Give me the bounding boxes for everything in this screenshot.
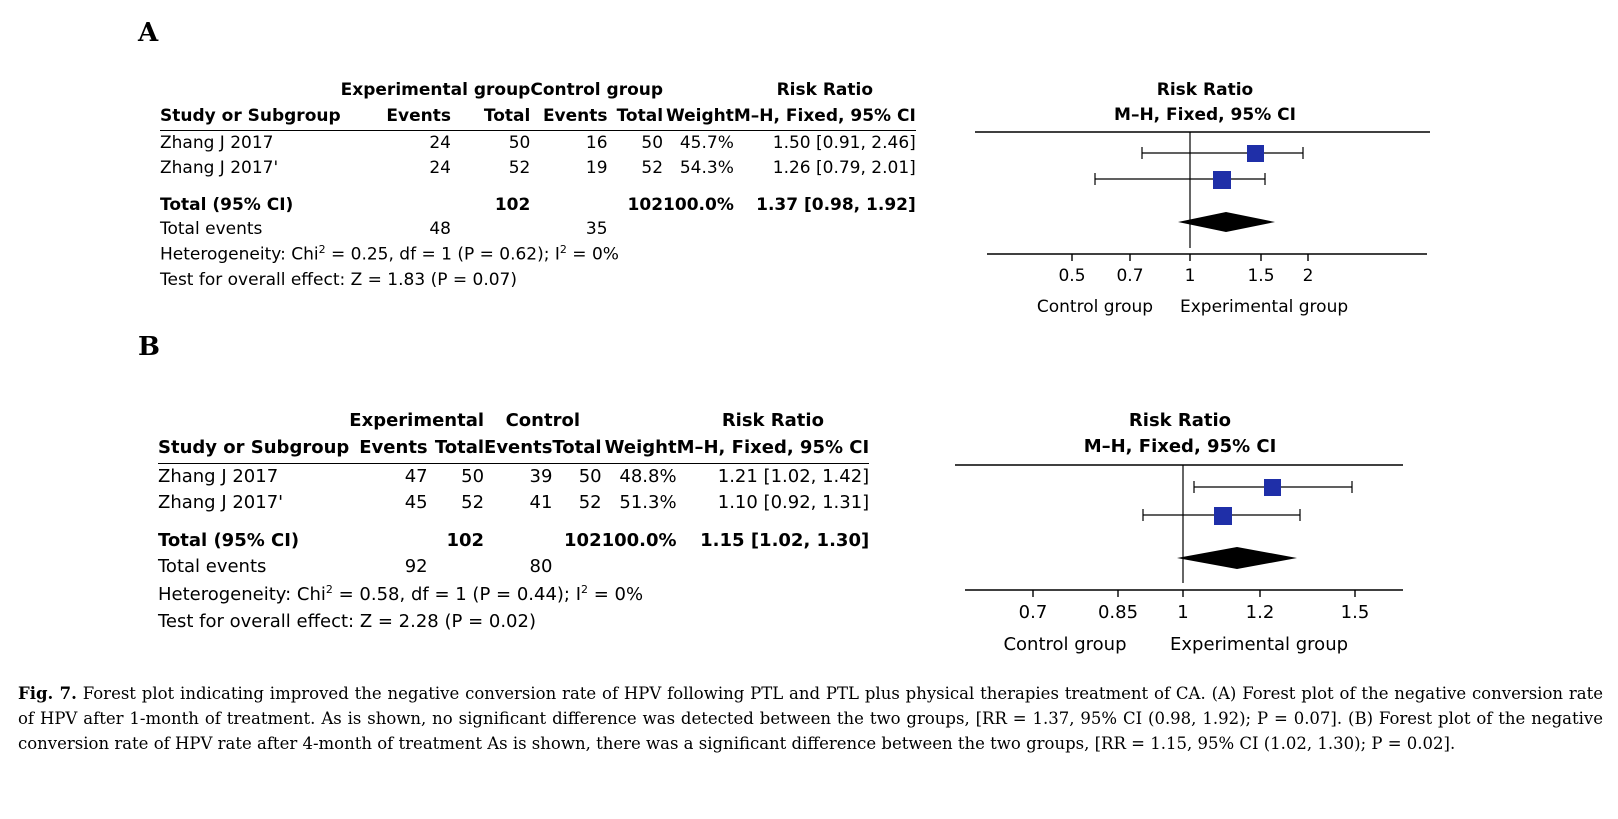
study-marker — [1214, 507, 1232, 525]
row-total-exp: 52 — [461, 492, 485, 514]
spacer-cell — [734, 217, 916, 242]
spacer-cell — [663, 217, 734, 242]
axis-tick-label: 1 — [1177, 602, 1189, 624]
table-total-row-a — [160, 193, 916, 218]
header-control-group-b: Control — [505, 410, 581, 431]
header-risk-ratio-b: Risk Ratio — [721, 410, 824, 431]
study-marker — [1264, 479, 1281, 496]
header-total1-a: Total — [483, 105, 531, 126]
total-events-ctrl: 80 — [529, 556, 553, 578]
row-total-exp: 50 — [508, 133, 531, 154]
forest-table-a — [160, 78, 916, 242]
axis-label-left-b: Control group — [1003, 634, 1127, 656]
total-events-label: Total events — [160, 219, 263, 240]
row-total-exp: 52 — [508, 157, 531, 178]
header-model-a: M–H, Fixed, 95% CI — [733, 105, 916, 126]
spacer-cell — [484, 528, 552, 554]
spacer-cell — [341, 193, 451, 218]
table-total-row-b — [158, 528, 869, 554]
heterogeneity-a: Heterogeneity: Chi$^2$ = 0.25, df = 1 (P = 0.62); $I^2 = 0\%$ — [160, 242, 619, 265]
table-header-columns-a — [160, 104, 916, 131]
forest-table-b — [158, 408, 869, 581]
panel-b-letter: B — [138, 332, 160, 362]
total-effect-estimate: 1.37 [0.98, 1.92] — [756, 194, 916, 215]
row-total-ctrl: 50 — [641, 133, 664, 154]
table-header-groups-b — [158, 408, 869, 435]
row-weight: 48.8% — [619, 466, 677, 488]
study-marker — [1213, 171, 1231, 189]
table-row — [158, 490, 869, 516]
table-spacer-row — [160, 181, 916, 193]
row-study-name: Zhang J 2017 — [158, 466, 279, 488]
overall-effect-a: Test for overall effect: Z = 1.83 (P = 0.07) — [160, 270, 517, 290]
row-events-ctrl: 19 — [585, 157, 608, 178]
total-n-exp: 102 — [446, 530, 485, 552]
total-effect-estimate: 1.15 [1.02, 1.30] — [700, 530, 870, 552]
forest-plot-a-svg — [975, 130, 1435, 305]
row-total-ctrl: 50 — [578, 466, 602, 488]
axis-tick-label: 0.5 — [1058, 266, 1086, 287]
total-label: Total (95% CI) — [160, 194, 294, 215]
forest-plot-b-svg — [955, 463, 1405, 643]
spacer-cell — [663, 78, 734, 104]
row-events-ctrl: 41 — [529, 492, 553, 514]
figure-caption — [18, 682, 1603, 756]
row-effect-estimate: 1.26 [0.79, 2.01] — [772, 157, 916, 178]
axis-tick-label: 0.85 — [1097, 602, 1139, 624]
header-experimental-group-b: Experimental — [349, 410, 485, 431]
row-study-name: Zhang J 2017 — [160, 133, 274, 154]
overall-effect-b: Test for overall effect: Z = 2.28 (P = 0.02) — [158, 610, 536, 632]
row-effect-estimate: 1.10 [0.92, 1.31] — [717, 492, 870, 514]
plot-subtitle-b: M–H, Fixed, 95% CI — [1083, 436, 1277, 458]
total-events-exp: 48 — [429, 219, 451, 240]
table-total-events-row-a — [160, 217, 916, 242]
study-marker — [1247, 145, 1264, 162]
row-study-name: Zhang J 2017' — [158, 492, 284, 514]
axis-label-right-a: Experimental group — [1180, 297, 1349, 318]
header-model-b: M–H, Fixed, 95% CI — [676, 437, 870, 459]
spacer-cell — [677, 554, 870, 580]
header-weight-a: Weight — [665, 105, 734, 126]
row-total-ctrl: 52 — [641, 157, 664, 178]
total-events-label: Total events — [158, 556, 267, 578]
row-events-exp: 45 — [404, 492, 428, 514]
header-total2-a: Total — [616, 105, 664, 126]
header-total1-b: Total — [434, 437, 485, 459]
header-events2-b: Events — [484, 437, 553, 459]
row-effect-estimate: 1.50 [0.91, 2.46] — [772, 133, 916, 154]
panel-a-letter: A — [138, 18, 159, 48]
header-study-b: Study or Subgroup — [158, 437, 350, 459]
axis-tick-label: 1.5 — [1340, 602, 1370, 624]
figure-caption-text: Forest plot indicating improved the negative conversion rate of HPV following PTL and PTL plus physical therapies treatment of CA. (A) Forest plot of the negative conversion rate of HPV after 1-month of treatment. As is shown, no significant difference was detected between the two groups, [RR = 1.37, 95% CI (0.98, 1.92); P = 0.07]. (B) Forest plot of the negative conversion rate of HPV rate after 4-month of treatment As is shown, there was a significant difference between the two groups, [RR = 1.15, 95% CI (1.02, 1.30); P = 0.02]. — [18, 684, 1603, 753]
table-row — [158, 464, 869, 491]
table-spacer-row — [158, 516, 869, 528]
header-events1-a: Events — [386, 105, 451, 126]
table-header-columns-b — [158, 435, 869, 464]
total-n-ctrl: 102 — [627, 194, 664, 215]
row-weight: 54.3% — [679, 157, 734, 178]
axis-tick-label: 1 — [1184, 266, 1196, 287]
total-events-exp: 92 — [404, 556, 428, 578]
spacer-cell — [602, 554, 677, 580]
axis-tick-label: 0.7 — [1116, 266, 1144, 287]
spacer-cell — [530, 193, 607, 218]
total-weight: 100.0% — [663, 194, 734, 215]
summary-diamond — [1177, 547, 1297, 569]
axis-tick-label: 1.2 — [1245, 602, 1275, 624]
spacer-cell — [349, 528, 427, 554]
total-n-ctrl: 102 — [564, 530, 602, 552]
row-events-ctrl: 16 — [585, 133, 608, 154]
row-events-exp: 47 — [404, 466, 428, 488]
panel-b-letter-wrap — [138, 332, 160, 362]
panel-a-table — [160, 78, 916, 294]
header-risk-ratio-a: Risk Ratio — [776, 80, 874, 100]
row-total-ctrl: 52 — [578, 492, 602, 514]
total-n-exp: 102 — [494, 194, 531, 215]
table-header-groups-a — [160, 78, 916, 104]
row-effect-estimate: 1.21 [1.02, 1.42] — [717, 466, 870, 488]
total-events-ctrl: 35 — [585, 219, 608, 240]
figure-caption-label: Fig. 7. — [18, 684, 77, 703]
axis-label-left-a: Control group — [1036, 297, 1154, 318]
forest-plot-b — [955, 408, 1405, 660]
axis-label-right-b: Experimental group — [1170, 634, 1349, 656]
panel-a-letter-wrap — [138, 18, 158, 48]
heterogeneity-b: Heterogeneity: Chi$^2$ = 0.58, df = 1 (P = 0.44); $I^2 = 0\%$ — [158, 582, 644, 605]
row-events-exp: 24 — [429, 133, 451, 154]
header-total2-b: Total — [552, 437, 602, 459]
plot-title-b: Risk Ratio — [1128, 410, 1232, 431]
table-row — [160, 156, 916, 181]
header-study-a: Study or Subgroup — [160, 105, 341, 126]
header-experimental-group-a: Experimental group — [340, 80, 531, 100]
header-control-group-a: Control group — [530, 80, 664, 100]
row-weight: 51.3% — [619, 492, 677, 514]
spacer-cell — [160, 78, 341, 104]
row-study-name: Zhang J 2017' — [160, 157, 279, 178]
row-events-exp: 24 — [429, 157, 451, 178]
axis-tick-label: 2 — [1302, 266, 1314, 287]
total-weight: 100.0% — [601, 530, 677, 552]
plot-title-a: Risk Ratio — [1156, 80, 1254, 100]
panel-b-table — [158, 408, 869, 635]
axis-tick-label: 0.7 — [1018, 602, 1048, 624]
header-events1-b: Events — [359, 437, 428, 459]
plot-subtitle-a: M–H, Fixed, 95% CI — [1114, 104, 1296, 125]
table-total-events-row-b — [158, 554, 869, 580]
spacer-cell — [608, 217, 664, 242]
row-events-ctrl: 39 — [529, 466, 553, 488]
summary-diamond — [1178, 212, 1275, 232]
total-label: Total (95% CI) — [158, 530, 300, 552]
spacer-cell — [428, 554, 484, 580]
table-row — [160, 131, 916, 156]
spacer-cell — [602, 408, 677, 435]
spacer-cell — [158, 408, 349, 435]
row-total-exp: 50 — [461, 466, 485, 488]
row-weight: 45.7% — [679, 133, 734, 154]
spacer-cell — [552, 554, 601, 580]
spacer-cell — [451, 217, 530, 242]
axis-tick-label: 1.5 — [1247, 266, 1275, 287]
header-events2-a: Events — [542, 105, 608, 126]
forest-plot-a — [975, 78, 1435, 321]
header-weight-b: Weight — [604, 437, 677, 459]
